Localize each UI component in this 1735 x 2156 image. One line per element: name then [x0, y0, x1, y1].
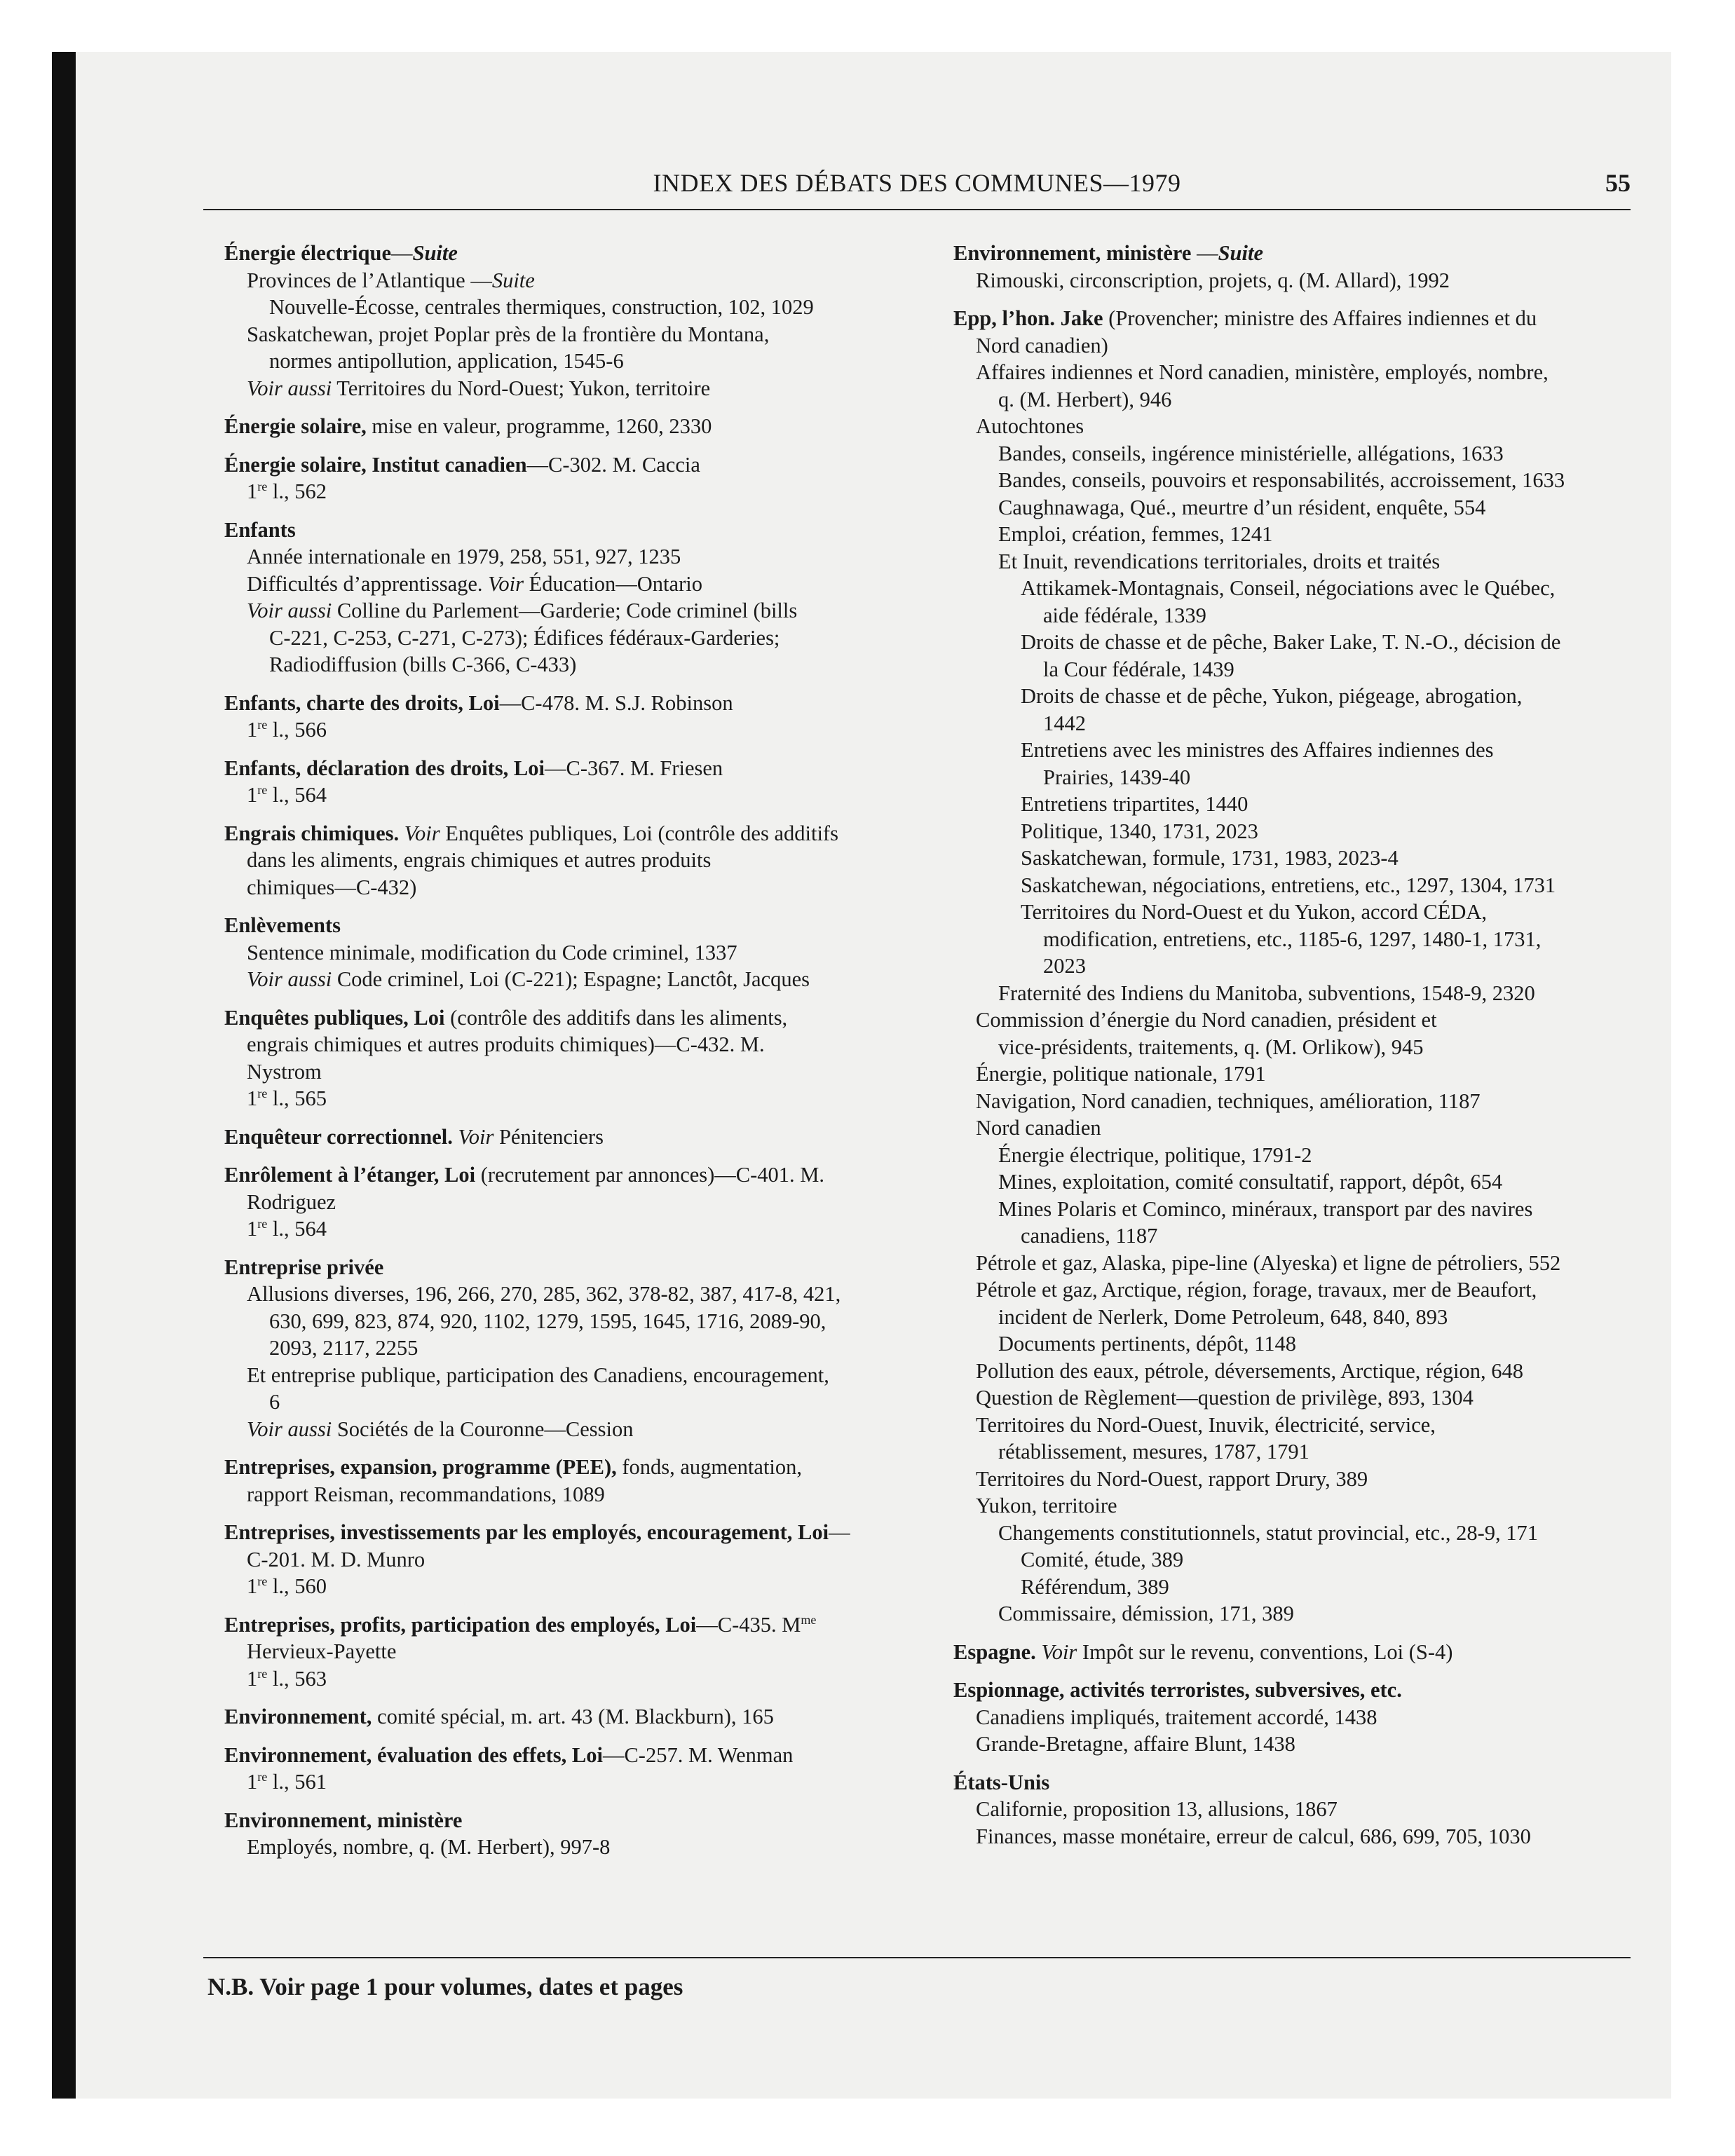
- index-entry: [203, 1703, 918, 1731]
- index-subentry: la Cour fédérale, 1439: [1043, 657, 1234, 681]
- index-subentry: Prairies, 1439-40: [1043, 765, 1191, 789]
- index-subentry: Grande-Bretagne, affaire Blunt, 1438: [976, 1732, 1295, 1756]
- index-subentry: engrais chimiques et autres produits chimiques)—C-432. M.: [247, 1032, 765, 1056]
- footer-note: N.B. Voir page 1 pour volumes, dates et pages: [207, 1973, 683, 2000]
- index-subentry: Californie, proposition 13, allusions, 1867: [976, 1797, 1338, 1821]
- index-subentry: Employés, nombre, q. (M. Herbert), 997-8: [247, 1835, 611, 1859]
- index-subentry: 1re l., 564: [247, 782, 327, 807]
- index-heading: Enfants: [224, 517, 296, 542]
- index-subentry: Et Inuit, revendications territoriales, droits et traités: [998, 549, 1441, 573]
- index-entry: [203, 240, 918, 402]
- binding-edge: [52, 52, 76, 2099]
- index-subentry: chimiques—C-432): [247, 875, 417, 899]
- index-subentry: canadiens, 1187: [1021, 1224, 1158, 1248]
- index-subentry: Territoires du Nord-Ouest, Inuvik, électricité, service,: [976, 1412, 1436, 1437]
- index-subentry: C-201. M. D. Munro: [247, 1547, 426, 1571]
- index-subentry: Référendum, 389: [1021, 1574, 1169, 1599]
- index-heading: Environnement, ministère —Suite: [953, 241, 1263, 265]
- index-entry: [932, 240, 1647, 294]
- page-header: [203, 168, 1631, 210]
- index-subentry: Commission d’énergie du Nord canadien, président et: [976, 1008, 1437, 1032]
- index-column-right: [932, 240, 1647, 1861]
- index-heading: Enrôlement à l’étanger, Loi (recrutement par annonces)—C-401. M.: [224, 1163, 825, 1187]
- index-entry: [203, 1519, 918, 1600]
- index-subentry: Emploi, création, femmes, 1241: [998, 522, 1273, 546]
- index-subentry: Affaires indiennes et Nord canadien, ministère, employés, nombre,: [976, 360, 1549, 384]
- index-heading: Engrais chimiques. Voir Enquêtes publiques, Loi (contrôle des additifs: [224, 821, 838, 845]
- index-subentry: Changements constitutionnels, statut provincial, etc., 28-9, 171: [998, 1520, 1538, 1545]
- index-subentry: Rodriguez: [247, 1189, 336, 1214]
- index-subentry: Allusions diverses, 196, 266, 270, 285, 362, 378-82, 387, 417-8, 421,: [247, 1282, 841, 1306]
- index-subentry: Saskatchewan, formule, 1731, 1983, 2023-4: [1021, 846, 1399, 870]
- index-entry: [203, 1742, 918, 1796]
- index-entry: [932, 1677, 1647, 1758]
- index-subentry: vice-présidents, traitements, q. (M. Orlikow), 945: [998, 1035, 1424, 1059]
- index-subentry: Fraternité des Indiens du Manitoba, subventions, 1548-9, 2320: [998, 981, 1535, 1005]
- index-subentry: Rimouski, circonscription, projets, q. (M. Allard), 1992: [976, 268, 1450, 292]
- index-subentry: Yukon, territoire: [976, 1494, 1117, 1517]
- index-subentry: aide fédérale, 1339: [1043, 603, 1206, 627]
- index-heading: Environnement, ministère: [224, 1808, 463, 1832]
- index-entry: [203, 1254, 918, 1443]
- index-subentry: Question de Règlement—question de privilège, 893, 1304: [976, 1386, 1474, 1410]
- index-subentry: Attikamek-Montagnais, Conseil, négociations avec le Québec,: [1021, 576, 1556, 600]
- index-entry: [203, 413, 918, 440]
- index-subentry: Comité, étude, 389: [1021, 1548, 1184, 1571]
- index-entry: [203, 451, 918, 505]
- index-subentry: Navigation, Nord canadien, techniques, amélioration, 1187: [976, 1089, 1481, 1113]
- index-entry: [932, 1769, 1647, 1850]
- index-subentry: incident de Nerlerk, Dome Petroleum, 648, 840, 893: [998, 1304, 1448, 1329]
- index-subentry: 2093, 2117, 2255: [269, 1336, 419, 1360]
- index-subentry: Voir aussi Colline du Parlement—Garderie; Code criminel (bills: [247, 599, 798, 622]
- index-subentry: 1re l., 561: [247, 1769, 327, 1794]
- index-subentry: q. (M. Herbert), 946: [998, 387, 1172, 411]
- index-subentry: modification, entretiens, etc., 1185-6, 1297, 1480-1, 1731,: [1043, 927, 1542, 951]
- index-heading: Énergie solaire, mise en valeur, programme, 1260, 2330: [224, 414, 712, 438]
- index-entry: [203, 755, 918, 809]
- index-subentry: Pollution des eaux, pétrole, déversements, Arctique, région, 648: [976, 1358, 1523, 1383]
- index-subentry: Nord canadien): [976, 333, 1108, 357]
- index-subentry: Bandes, conseils, ingérence ministérielle, allégations, 1633: [998, 441, 1504, 465]
- index-subentry: rapport Reisman, recommandations, 1089: [247, 1482, 605, 1506]
- index-entry: [203, 1004, 918, 1112]
- index-entry: [203, 517, 918, 678]
- index-heading: Enfants, déclaration des droits, Loi—C-367. M. Friesen: [224, 756, 723, 780]
- index-heading: Énergie électrique—Suite: [224, 241, 458, 265]
- index-subentry: Nouvelle-Écosse, centrales thermiques, construction, 102, 1029: [269, 295, 814, 319]
- index-heading: Espionnage, activités terroristes, subversives, etc.: [953, 1678, 1402, 1702]
- index-heading: Entreprise privée: [224, 1255, 384, 1279]
- index-subentry: Saskatchewan, projet Poplar près de la frontière du Montana,: [247, 322, 770, 346]
- index-entry: [203, 1454, 918, 1508]
- index-heading: Epp, l’hon. Jake (Provencher; ministre des Affaires indiennes et du: [953, 306, 1537, 330]
- index-entry: [203, 690, 918, 744]
- index-heading: Entreprises, investissements par les employés, encouragement, Loi—: [224, 1520, 850, 1544]
- index-subentry: Finances, masse monétaire, erreur de calcul, 686, 699, 705, 1030: [976, 1824, 1531, 1848]
- index-subentry: Hervieux-Payette: [247, 1639, 397, 1663]
- index-heading: Enquêtes publiques, Loi (contrôle des additifs dans les aliments,: [224, 1005, 788, 1030]
- index-subentry: 1re l., 565: [247, 1086, 327, 1110]
- index-subentry: Politique, 1340, 1731, 2023: [1021, 819, 1258, 843]
- index-subentry: 1442: [1043, 711, 1086, 735]
- page-number: 55: [1605, 169, 1631, 197]
- index-subentry: 630, 699, 823, 874, 920, 1102, 1279, 1595, 1645, 1716, 2089-90,: [269, 1309, 826, 1333]
- index-entry: [203, 820, 918, 901]
- index-entry: [932, 305, 1647, 1628]
- index-subentry: Provinces de l’Atlantique —Suite: [247, 268, 535, 292]
- index-subentry: Entretiens tripartites, 1440: [1021, 792, 1248, 816]
- index-subentry: 1re l., 563: [247, 1666, 327, 1691]
- index-subentry: Commissaire, démission, 171, 389: [998, 1602, 1294, 1625]
- index-heading: Environnement, évaluation des effets, Loi—C-257. M. Wenman: [224, 1742, 794, 1767]
- index-heading: Entreprises, expansion, programme (PEE), fonds, augmentation,: [224, 1455, 803, 1479]
- index-subentry: Énergie, politique nationale, 1791: [976, 1062, 1266, 1086]
- index-subentry: Voir aussi Sociétés de la Couronne—Cession: [247, 1417, 634, 1441]
- index-subentry: 1re l., 566: [247, 717, 327, 742]
- index-subentry: Pétrole et gaz, Alaska, pipe-line (Alyeska) et ligne de pétroliers, 552: [976, 1250, 1561, 1275]
- index-entry: [203, 912, 918, 993]
- index-entry: [932, 1639, 1647, 1666]
- index-subentry: Territoires du Nord-Ouest, rapport Drury, 389: [976, 1466, 1368, 1491]
- index-subentry: Voir aussi Code criminel, Loi (C-221); Espagne; Lanctôt, Jacques: [247, 967, 810, 991]
- index-entry: [203, 1124, 918, 1151]
- index-heading: Énergie solaire, Institut canadien—C-302. M. Caccia: [224, 452, 700, 477]
- index-entry: [203, 1611, 918, 1693]
- index-subentry: dans les aliments, engrais chimiques et autres produits: [247, 848, 712, 872]
- index-subentry: Année internationale en 1979, 258, 551, 927, 1235: [247, 545, 681, 568]
- page-title: INDEX DES DÉBATS DES COMMUNES—1979: [653, 169, 1181, 197]
- index-heading: Environnement, comité spécial, m. art. 43 (M. Blackburn), 165: [224, 1705, 774, 1728]
- index-subentry: Entretiens avec les ministres des Affaires indiennes des: [1021, 738, 1494, 762]
- index-heading: Enquêteur correctionnel. Voir Pénitenciers: [224, 1124, 604, 1149]
- index-subentry: Saskatchewan, négociations, entretiens, etc., 1297, 1304, 1731: [1021, 873, 1556, 897]
- footer-divider: [203, 1957, 1631, 1958]
- index-subentry: Énergie électrique, politique, 1791-2: [998, 1142, 1312, 1167]
- index-subentry: Nystrom: [247, 1059, 322, 1084]
- index-subentry: 1re l., 564: [247, 1216, 327, 1241]
- index-subentry: Droits de chasse et de pêche, Baker Lake, T. N.-O., décision de: [1021, 630, 1561, 654]
- index-heading: États-Unis: [953, 1770, 1050, 1794]
- index-subentry: Nord canadien: [976, 1116, 1101, 1140]
- index-subentry: Voir aussi Territoires du Nord-Ouest; Yukon, territoire: [247, 376, 711, 400]
- index-entry: [203, 1161, 918, 1243]
- index-subentry: Documents pertinents, dépôt, 1148: [998, 1332, 1296, 1356]
- index-subentry: rétablissement, mesures, 1787, 1791: [998, 1440, 1309, 1464]
- index-heading: Entreprises, profits, participation des employés, Loi—C-435. $M^{me}$: [224, 1612, 817, 1637]
- index-subentry: Mines Polaris et Cominco, minéraux, transport par des navires: [998, 1196, 1533, 1221]
- index-subentry: Canadiens impliqués, traitement accordé, 1438: [976, 1705, 1377, 1729]
- index-column-left: [203, 240, 918, 1872]
- index-subentry: normes antipollution, application, 1545-6: [269, 349, 624, 373]
- index-subentry: 1re l., 560: [247, 1574, 327, 1598]
- index-subentry: Radiodiffusion (bills C-366, C-433): [269, 653, 577, 676]
- index-entry: [203, 1807, 918, 1861]
- index-subentry: Et entreprise publique, participation des Canadiens, encouragement,: [247, 1363, 829, 1387]
- index-subentry: Autochtones: [976, 414, 1084, 438]
- index-subentry: Pétrole et gaz, Arctique, région, forage, travaux, mer de Beaufort,: [976, 1278, 1537, 1302]
- index-subentry: Sentence minimale, modification du Code criminel, 1337: [247, 940, 737, 964]
- index-subentry: Bandes, conseils, pouvoirs et responsabilités, accroissement, 1633: [998, 468, 1565, 492]
- index-subentry: 2023: [1043, 954, 1086, 978]
- index-heading: Espagne. Voir Impôt sur le revenu, conventions, Loi (S-4): [953, 1639, 1453, 1664]
- index-heading: Enfants, charte des droits, Loi—C-478. M. S.J. Robinson: [224, 690, 733, 715]
- index-subentry: Mines, exploitation, comité consultatif, rapport, dépôt, 654: [998, 1170, 1503, 1194]
- index-subentry: Droits de chasse et de pêche, Yukon, piégeage, abrogation,: [1021, 684, 1523, 708]
- index-heading: Enlèvements: [224, 913, 341, 937]
- index-subentry: 6: [269, 1390, 280, 1414]
- index-subentry: C-221, C-253, C-271, C-273); Édifices fédéraux-Garderies;: [269, 625, 780, 650]
- index-subentry: Territoires du Nord-Ouest et du Yukon, accord CÉDA,: [1021, 900, 1488, 924]
- index-subentry: Difficultés d’apprentissage. Voir Éducation—Ontario: [247, 571, 702, 596]
- index-subentry: Caughnawaga, Qué., meurtre d’un résident, enquête, 554: [998, 495, 1486, 519]
- index-subentry: 1re l., 562: [247, 479, 327, 503]
